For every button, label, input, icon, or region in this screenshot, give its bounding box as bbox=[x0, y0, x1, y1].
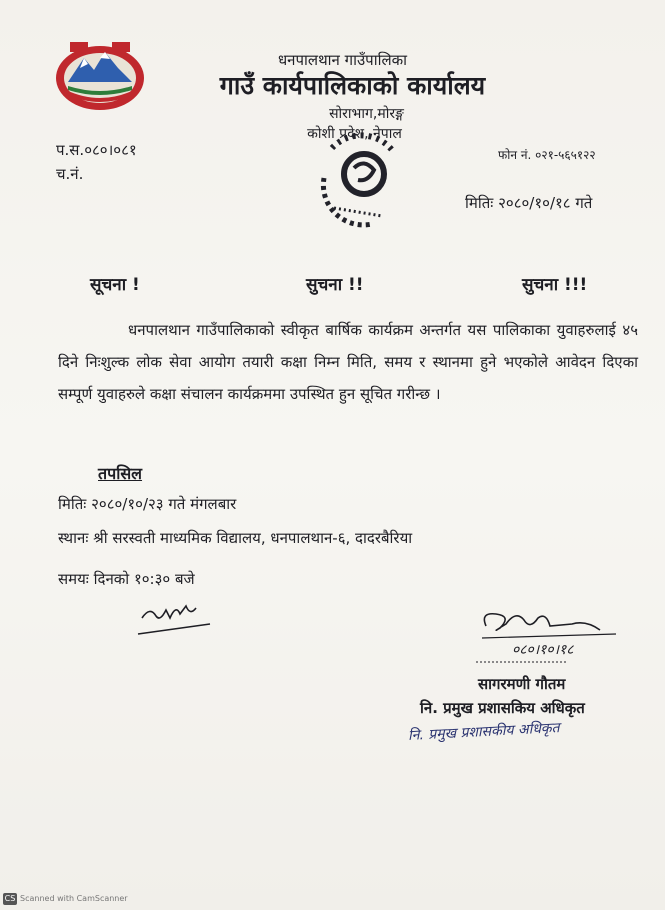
camscanner-watermark: Scanned with CamScanner bbox=[20, 894, 128, 903]
details-heading: तपसिल bbox=[98, 464, 143, 483]
notice-body-paragraph: धनपालथान गाउँपालिकाको स्वीकृत बार्षिक कार्यक्रम अन्तर्गत यस पालिकाका युवाहरुलाई ४५ दिने निःशुल्क लोक सेवा आयोग तयारी कक्षा निम्न मिति, समय र स्थानमा हुने भएकोले आवेदन दिएका सम्पूर्ण युवाहरुले कक्षा संचालन कार्यक्रममा उपस्थित हुन सूचित गरीन्छ । bbox=[58, 321, 638, 403]
chalani-number: च.नं. bbox=[56, 165, 84, 183]
camscanner-logo: CS bbox=[4, 894, 16, 903]
signature-date: ०८०।१०।१८ bbox=[512, 642, 574, 658]
initial-signature bbox=[136, 588, 216, 638]
event-time: समयः दिनको १०:३० बजे bbox=[58, 570, 195, 588]
office-title: गाउँ कार्यपालिकाको कार्यालय bbox=[219, 71, 486, 100]
signer-designation-stamp: नि. प्रमुख प्रशासकीय अधिकृत bbox=[407, 720, 560, 744]
event-date: मितिः २०८०/१०/२३ गते मंगलबार bbox=[58, 495, 237, 513]
notice-heading-2: सुचना !! bbox=[306, 275, 364, 295]
signer-name: सागरमणी गौतम bbox=[478, 675, 566, 693]
address-line-1: सोराभाग,मोरङ्ग bbox=[329, 106, 404, 122]
officer-signature bbox=[476, 604, 626, 666]
office-stamp bbox=[312, 128, 408, 230]
notice-heading-3: सुचना !!! bbox=[522, 275, 588, 295]
reference-number: प.स.०८०।०८१ bbox=[56, 141, 137, 159]
municipality-name: धनपालथान गाउँपालिका bbox=[277, 51, 408, 69]
event-venue: स्थानः श्री सरस्वती माध्यमिक विद्यालय, धनपालथान-६, दादरबैरिया bbox=[58, 529, 413, 547]
notice-heading-1: सूचना ! bbox=[90, 275, 140, 295]
signer-post: नि. प्रमुख प्रशासकिय अधिकृत bbox=[420, 699, 585, 717]
phone-number: फोन नं. ०२१-५६५१२२ bbox=[498, 148, 596, 162]
letter-date: मितिः २०८०/१०/१८ गते bbox=[465, 194, 593, 212]
address-line-2: कोशी प्रदेश, नेपाल bbox=[307, 126, 402, 142]
